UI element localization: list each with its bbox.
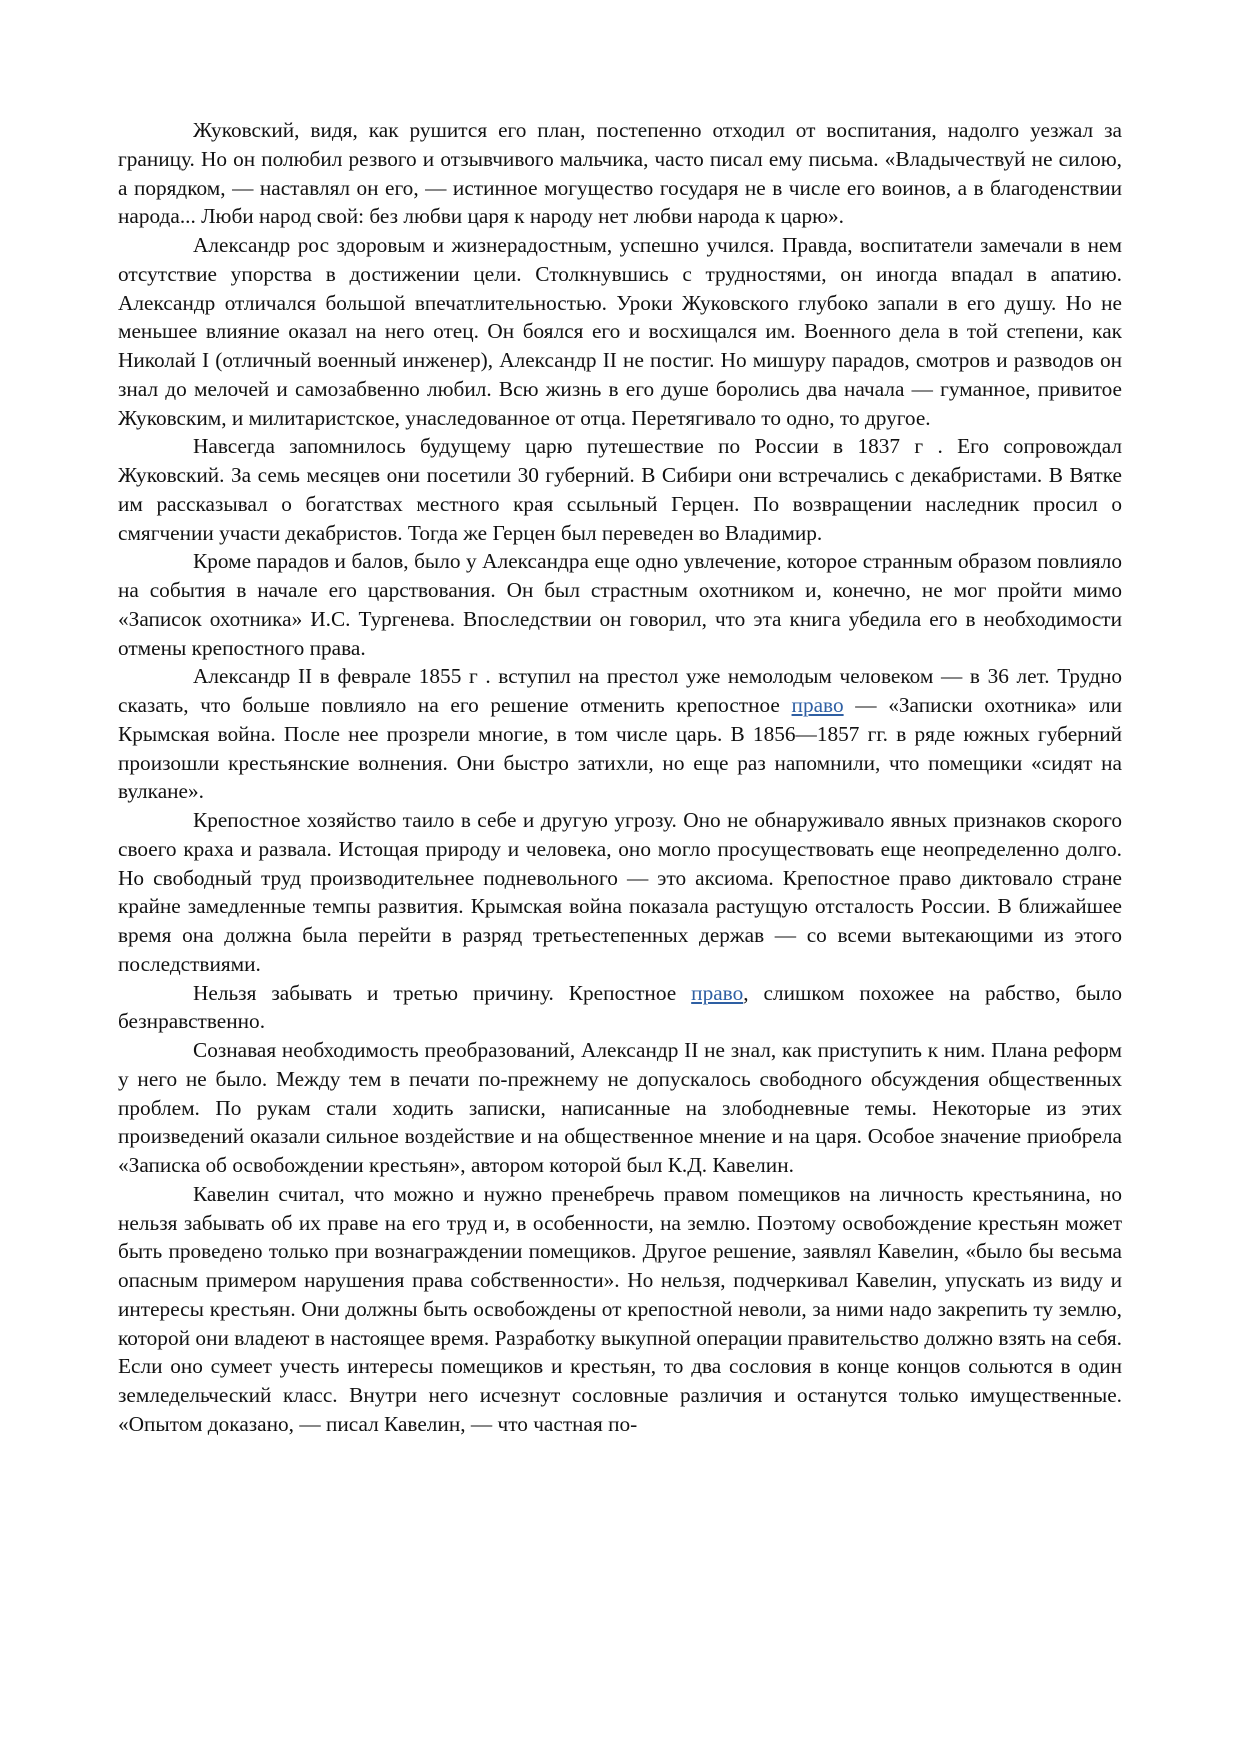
paragraph-7 (118, 979, 1122, 1037)
paragraph-7-text-after: , слишком похожее на рабство, было безнравственно. (118, 980, 1122, 1034)
paragraph-2: Александр рос здоровым и жизнерадостным, успешно учился. Правда, воспитатели замечали в нем отсутствие упорства в достижении цели. Столкнувшись с трудностями, он иногда впадал в апатию. Александр отличался большой впечатлительностью. Уроки Жуковского глубоко запали в его душу. Но не меньшее влияние оказал на него отец. Он боялся его и восхищался им. Военного дела в той степени, как Николай I (отличный военный инженер), Александр II не постиг. Но мишуру парадов, смотров и разводов он знал до мелочей и самозабвенно любил. Всю жизнь в его душе боролись два начала — гуманное, привитое Жуковским, и милитаристское, унаследованное от отца. Перетягивало то одно, то другое. (118, 233, 1123, 430)
document-page (118, 116, 1122, 1439)
paragraph-6: Крепостное хозяйство таило в себе и другую угрозу. Оно не обнаруживало явных признаков скорого своего краха и развала. Истощая природу и человека, оно могло просуществовать еще неопределенно долго. Но свободный труд производительнее подневольного — это аксиома. Крепостное право диктовало стране крайне замедленные темпы развития. Крымская война показала растущую отсталость России. В ближайшее время она должна была перейти в разряд третьестепенных держав — со всеми вытекающими из этого последствиями. (118, 808, 1122, 976)
paragraph-5-text-before: Александр II в феврале 1855 г . вступил на престол уже немолодым человеком — в 36 лет. Трудно сказать, что больше повлияло на его решение отменить крепостное (118, 664, 1122, 717)
paragraph-8: Сознавая необходимость преобразований, Александр II не знал, как приступить к ним. Плана реформ у него не было. Между тем в печати по-прежнему не допускалось свободного обсуждения общественных проблем. По рукам стали ходить записки, написанные на злободневные темы. Некоторые из этих произведений оказали сильное воздействие и на общественное мнение и на царя. Особое значение приобрела «Записка об освобождении крестьян», автором которой был К.Д. Кавелин. (118, 1038, 1122, 1177)
pravo-link[interactable]: право (791, 693, 844, 717)
paragraph-3: Навсегда запомнилось будущему царю путешествие по России в 1837 г . Его сопровождал Жуковский. За семь месяцев они посетили 30 губерний. В Сибири они встречались с декабристами. В Вятке им рассказывал о богатствах местного края ссыльный Герцен. По возвращении наследник просил о смягчении участи декабристов. Тогда же Герцен был переведен во Владимир. (118, 434, 1122, 545)
paragraph-5-text-after: — «Записки охотника» или Крымская война. После нее прозрели многие, в том числе царь. В 1856—1857 гг. в ряде южных губерний произошли крестьянские волнения. Они быстро затихли, но еще раз напомнили, что помещики «сидят на вулкане». (118, 693, 1122, 804)
paragraph-5 (118, 662, 1122, 806)
paragraph-7-text-before: Нельзя забывать и третью причину. Крепостное (193, 980, 692, 1005)
pravo-link-2[interactable]: право (691, 980, 744, 1005)
paragraph-1: Жуковский, видя, как рушится его план, постепенно отходил от воспитания, надолго уезжал за границу. Но он полюбил резвого и отзывчивого мальчика, часто писал ему письма. «Владычествуй не силою, а порядком, — наставлял он его, — истинное могущество государя не в числе его воинов, а в благоденствии народа... Люби народ свой: без любви царя к народу нет любви народа к царю». (118, 118, 1122, 229)
paragraph-4: Кроме парадов и балов, было у Александра еще одно увлечение, которое странным образом повлияло на события в начале его царствования. Он был страстным охотником и, конечно, не мог пройти мимо «Записок охотника» И.С. Тургенева. Впоследствии он говорил, что эта книга убедила его в необходимости отмены крепостного права. (118, 549, 1122, 660)
paragraph-9: Кавелин считал, что можно и нужно пренебречь правом помещиков на личность крестьянина, но нельзя забывать об их праве на его труд и, в особенности, на землю. Поэтому освобождение крестьян может быть проведено только при вознаграждении помещиков. Другое решение, заявлял Кавелин, «было бы весьма опасным примером нарушения права собственности». Но нельзя, подчеркивал Кавелин, упускать из виду и интересы крестьян. Они должны быть освобождены от крепостной неволи, за ними надо закрепить ту землю, которой они владеют в настоящее время. Разработку выкупной операции правительство должно взять на себя. Если оно сумеет учесть интересы помещиков и крестьян, то два сословия в конце концов сольются в один земледельческий класс. Внутри него исчезнут сословные различия и останутся только имущественные. «Опытом доказано, — писал Кавелин, — что частная по- (118, 1181, 1122, 1436)
